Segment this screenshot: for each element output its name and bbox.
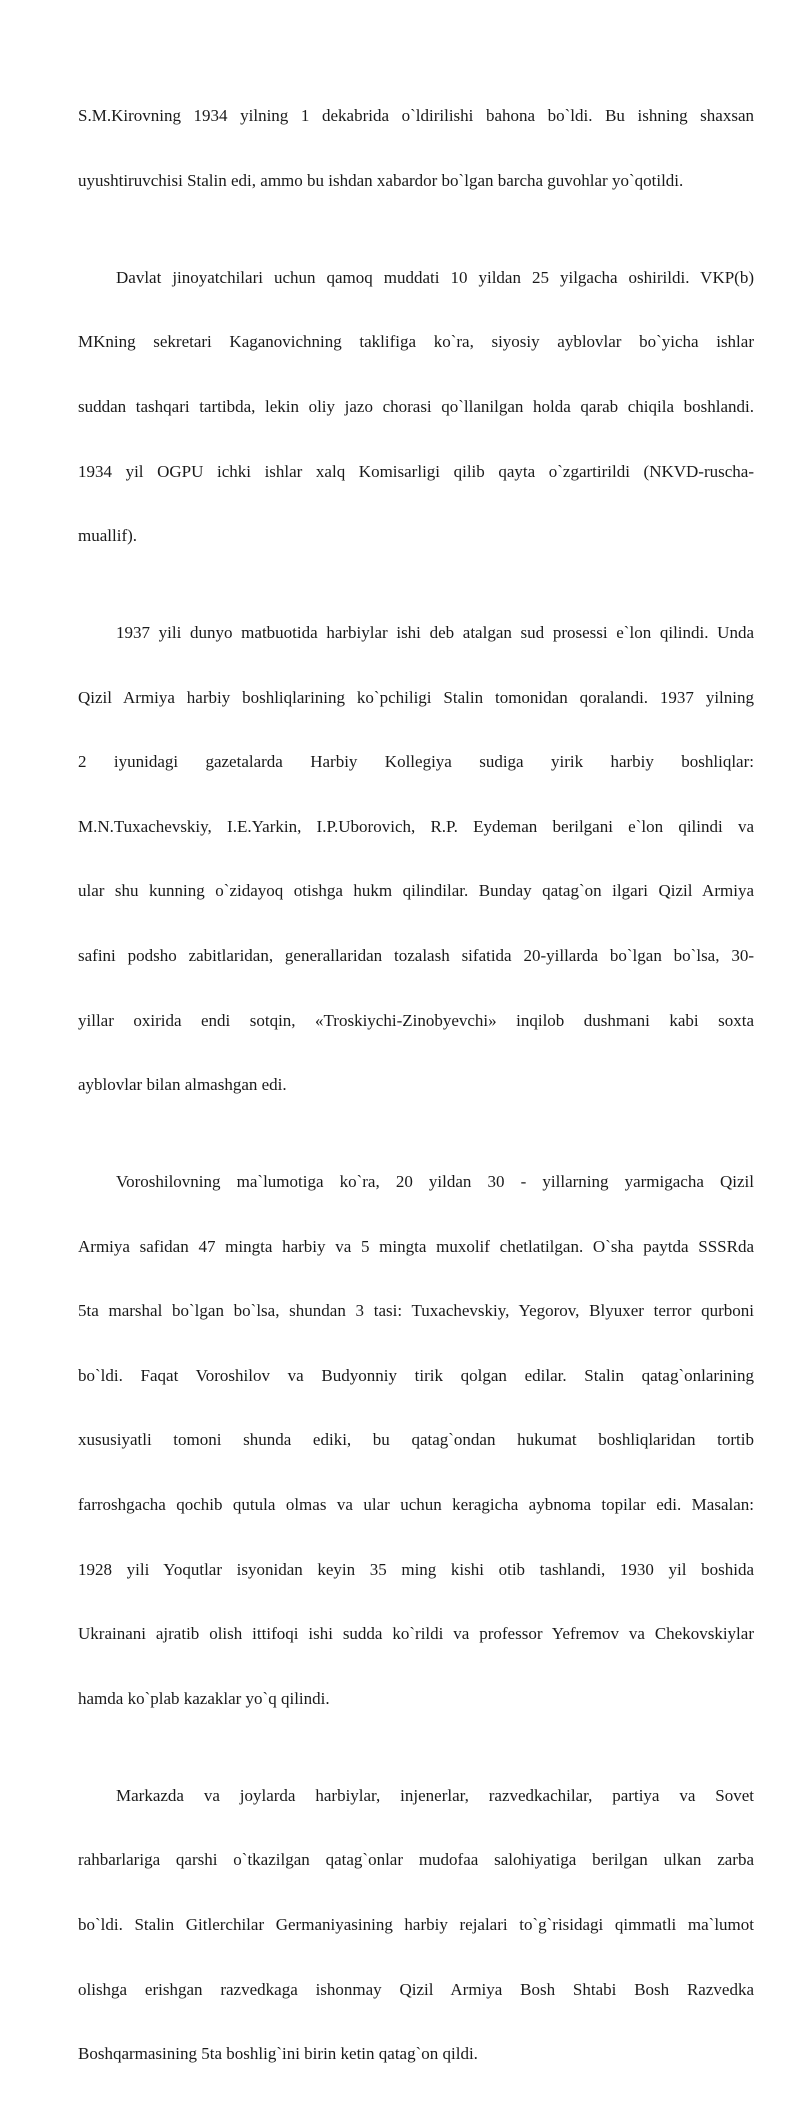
text-line: MKning sekretari Kaganovichning taklifiga ko`ra, siyosiy ayblovlar bo`yicha ishlar [78, 332, 754, 352]
text-line: 1934 yil OGPU ichki ishlar xalq Komisarligi qilib qayta o`zgartirildi (NKVD-ruscha- [78, 461, 754, 481]
paragraph [78, 1747, 754, 2102]
text-line: Qizil Armiya harbiy boshliqlarining ko`pchiligi Stalin tomonidan qoralandi. 1937 yilning [78, 687, 754, 707]
text-line: 1937 yili dunyo matbuotida harbiylar ishi deb atalgan sud prosessi e`lon qilindi. Unda [116, 623, 754, 643]
text-line: olishga erishgan razvedkaga ishonmay Qizil Armiya Bosh Shtabi Bosh Razvedka [78, 1979, 754, 1999]
text-line: rahbarlariga qarshi o`tkazilgan qatag`onlar mudofaa salohiyatiga berilgan ulkan zarba [78, 1850, 754, 1870]
text-line: Armiya safidan 47 mingta harbiy va 5 mingta muxolif chetlatilgan. O`sha paytda SSSRda [78, 1236, 754, 1256]
text-line: bo`ldi. Stalin Gitlerchilar Germaniyasining harbiy rejalari to`g`risidagi qimmatli ma`lumot [78, 1914, 754, 1934]
paragraph [78, 585, 754, 1134]
text-line: S.M.Kirovning 1934 yilning 1 dekabrida o`ldirilishi bahona bo`ldi. Bu ishning shaxsan [78, 106, 754, 126]
text-line: Davlat jinoyatchilari uchun qamoq muddati 10 yildan 25 yilgacha oshirildi. VKP(b) [116, 267, 754, 287]
text-line: 2 iyunidagi gazetalarda Harbiy Kollegiya sudiga yirik harbiy boshliqlar: [78, 752, 754, 772]
text-line: uyushtiruvchisi Stalin edi, ammo bu ishdan xabardor bo`lgan barcha guvohlar yo`qotildi. [78, 170, 684, 190]
text-line: farroshgacha qochib qutula olmas va ular uchun keragicha aybnoma topilar edi. Masalan: [78, 1495, 754, 1515]
text-line: M.N.Tuxachevskiy, I.E.Yarkin, I.P.Uborovich, R.P. Eydeman berilgani e`lon qilindi va [78, 816, 754, 836]
text-line: ular shu kunning o`zidayoq otishga hukm qilindilar. Bunday qatag`on ilgari Qizil Armiya [78, 881, 754, 901]
paragraph [78, 229, 754, 584]
text-line: muallif). [78, 526, 138, 546]
text-line: ayblovlar bilan almashgan edi. [78, 1075, 287, 1095]
text-line: Boshqarmasining 5ta boshlig`ini birin ketin qatag`on qildi. [78, 2044, 478, 2064]
text-line: Ukrainani ajratib olish ittifoqi ishi sudda ko`rildi va professor Yefremov va Chekovskiylar [78, 1624, 754, 1644]
text-line: suddan tashqari tartibda, lekin oliy jazo chorasi qo`llanilgan holda qarab chiqila boshlandi. [78, 396, 754, 416]
paragraph [78, 1134, 754, 1748]
text-line: xususiyatli tomoni shunda ediki, bu qatag`ondan hukumat boshliqlaridan tortib [78, 1430, 754, 1450]
text-line: hamda ko`plab kazaklar yo`q qilindi. [78, 1688, 330, 1708]
text-line: 1928 yili Yoqutlar isyonidan keyin 35 ming kishi otib tashlandi, 1930 yil boshida [78, 1559, 754, 1579]
text-line: safini podsho zabitlaridan, generallaridan tozalash sifatida 20-yillarda bo`lgan bo`lsa, 30- [78, 946, 754, 966]
paragraph [78, 68, 754, 229]
text-line: 5ta marshal bo`lgan bo`lsa, shundan 3 tasi: Tuxachevskiy, Yegorov, Blyuxer terror qurboni [78, 1301, 754, 1321]
text-line: yillar oxirida endi sotqin, «Troskiychi-Zinobyevchi» inqilob dushmani kabi soxta [78, 1010, 754, 1030]
text-line: Voroshilovning ma`lumotiga ko`ra, 20 yildan 30 - yillarning yarmigacha Qizil [116, 1172, 754, 1192]
document-body [78, 68, 754, 2103]
text-line: Markazda va joylarda harbiylar, injenerlar, razvedkachilar, partiya va Sovet [116, 1785, 754, 1805]
text-line: bo`ldi. Faqat Voroshilov va Budyonniy tirik qolgan edilar. Stalin qatag`onlarining [78, 1365, 754, 1385]
